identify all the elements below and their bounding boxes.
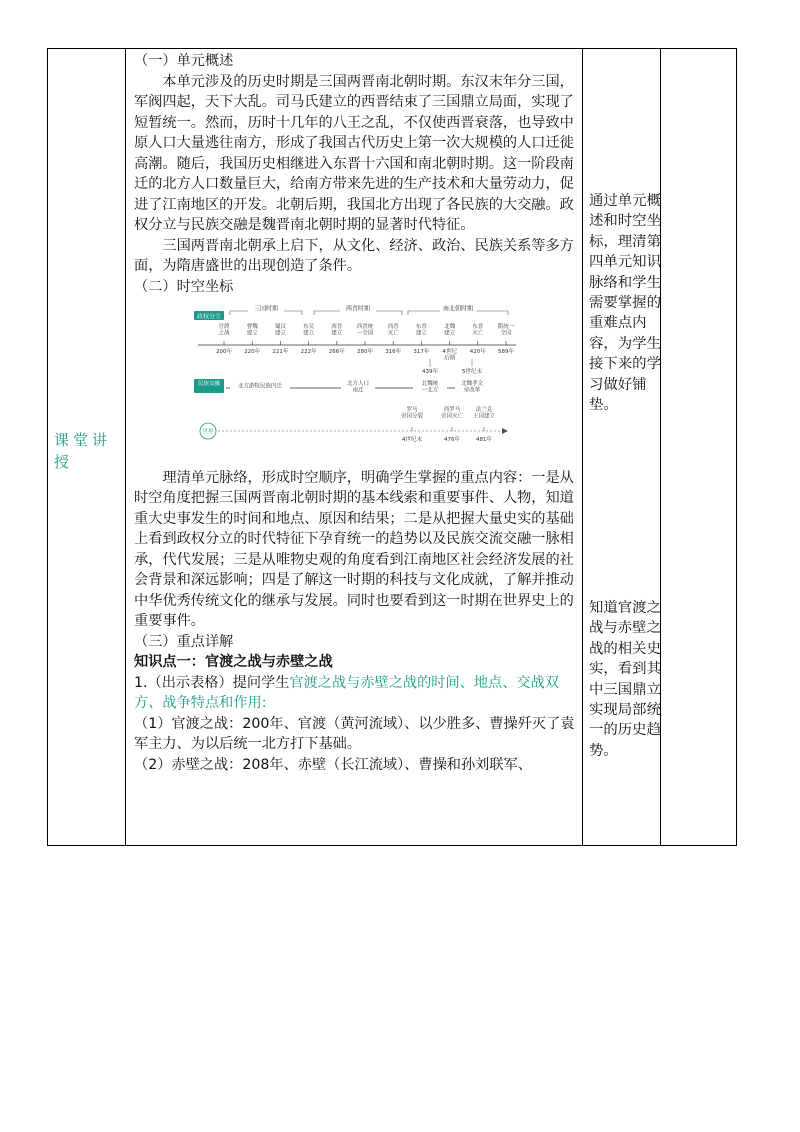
world-event-label: 王国建立 bbox=[472, 413, 496, 420]
event-label: 建立 bbox=[331, 330, 343, 337]
event-label: 建立 bbox=[415, 330, 427, 337]
overview-paragraph: 本单元涉及的历史时期是三国两晋南北朝时期。东汉末年分三国，军阀四起，天下大乱。司马氏建立的西晋结束了三国鼎立局面，实现了短暂统一。然而，历时十几年的八王之乱，不仅使西晋衰落，也导致中原人口大量逃往南方，形成了我国古代历史上第一次大规模的人口迁徙高潮。随后，我国历史相继进入东晋十六国和南北朝时期。这一阶段南迁的北方人口数量巨大，给南方带来先进的生产技术和大量劳动力，促进了江南地区的开发。北朝后期，我国北方出现了各民族的大交融。政权分立与民族交融是魏晋南北朝时期的显著时代特征。 bbox=[134, 73, 574, 233]
overview-paragraph: 三国两晋南北朝承上启下，从文化、经济、政治、民族关系等多方面，为隋唐盛世的出现创造了条件。 bbox=[134, 237, 574, 274]
fusion-label: 北魏统 bbox=[421, 381, 439, 387]
event-label: 蜀汉 bbox=[274, 324, 286, 330]
answer-item: （1）官渡之战：200年、官渡（黄河流域）、以少胜多、曹操歼灭了袁军主力、为以后统一北方打下基础。 bbox=[134, 715, 575, 752]
event-label: 全国 bbox=[500, 330, 512, 337]
event-label: 东吴 bbox=[303, 324, 315, 330]
question-paragraph bbox=[134, 673, 586, 714]
world-event-year: 481年 bbox=[476, 437, 492, 443]
period-label: 南北朝时期 bbox=[442, 305, 474, 313]
event-year: 后期 bbox=[444, 355, 456, 362]
timeline-paragraph: 理清单元脉络，形成时空顺序，明确学生掌握的重点内容：一是从时空角度把握三国两晋南北朝时期的基本线索和重要事件、人物，知道重大史事发生的时间和地点、原因和结果；二是从把握大量史实的基础上看到政权分立的时代特征下孕育统一的趋势以及民族交流交融一脉相承，代代发展；三是从唯物史观的角度看到江南地区社会经济发展的社会背景和深远影响；四是了解这一时期的科技与文化成就，了解并推动中华优秀传统文化的继承与发展。同时也要看到这一时期在世界史上的重要事件。 bbox=[134, 469, 574, 629]
fusion-label: 南迁 bbox=[352, 387, 364, 394]
period-label: 两晋时期 bbox=[345, 305, 371, 313]
event-year: 200年 bbox=[216, 349, 232, 355]
fusion-label: 北方人口 bbox=[346, 381, 370, 387]
period-label: 三国时期 bbox=[253, 305, 279, 313]
question-highlight: 官渡之战与赤壁之战的时间、地点、交战双方、战争特点和作用: bbox=[134, 674, 559, 711]
event-label: 建立 bbox=[303, 330, 315, 337]
world-event-label: 西罗马 bbox=[443, 407, 461, 413]
world-event-label: 法兰克 bbox=[475, 407, 493, 413]
event-year: 316年 bbox=[385, 349, 402, 355]
arrow-head bbox=[502, 428, 508, 434]
design-note: 知道官渡之战与赤壁之战的相关史实，看到其中三国鼎立实现局部统一的历史趋势。 bbox=[589, 600, 661, 759]
question-prefix: 1.（出示表格）提问学生 bbox=[134, 674, 290, 691]
event-year: 589年 bbox=[498, 349, 514, 355]
event-label: 西晋 bbox=[331, 324, 343, 330]
event-label: 北魏 bbox=[444, 324, 456, 330]
event-year: 280年 bbox=[357, 349, 373, 355]
section-label-cell bbox=[48, 49, 125, 845]
event-year: 4世纪 bbox=[442, 349, 457, 355]
fusion-label: 北方游牧民族内迁 bbox=[237, 383, 283, 390]
world-event-year: 4世纪末 bbox=[402, 437, 422, 443]
event-year: 266年 bbox=[328, 349, 345, 355]
event-label: 官渡 bbox=[218, 324, 230, 330]
answer-item: （2）赤壁之战：208年、赤壁（长江流域）、曹操和孙刘联军、 bbox=[134, 756, 532, 773]
fusion-label: 北魏孝文 bbox=[460, 381, 484, 387]
world-event-year: 476年 bbox=[444, 437, 460, 443]
event-year: 439年 bbox=[422, 369, 438, 375]
world-event-label: 罗马 bbox=[406, 407, 418, 413]
knowledge-point-title: 知识点一：官渡之战与赤壁之战 bbox=[134, 654, 333, 670]
event-label: 东晋 bbox=[415, 324, 427, 330]
design-note: 通过单元概述和时空坐标，理清第四单元知识脉络和学生需要掌握的重难点内容，为学生接下来的学习做好铺垫。 bbox=[589, 193, 661, 414]
world-tag-label: 世界 bbox=[202, 429, 214, 435]
event-year: 220年 bbox=[244, 349, 261, 355]
event-label: 灭亡 bbox=[387, 330, 399, 337]
event-year: 5世纪末 bbox=[462, 369, 482, 375]
event-label: 灭亡 bbox=[472, 330, 484, 337]
event-label: 东晋 bbox=[472, 324, 484, 330]
world-event-label: 帝国灭亡 bbox=[440, 413, 464, 420]
row-tag-label: 民族交融 bbox=[197, 381, 221, 387]
event-year: 420年 bbox=[469, 349, 486, 355]
column-divider bbox=[125, 49, 126, 845]
timeline-figure bbox=[190, 301, 520, 457]
event-label: 建立 bbox=[274, 330, 286, 337]
event-label: 西晋 bbox=[387, 324, 399, 330]
event-label: 一全国 bbox=[356, 330, 374, 337]
event-year: 221年 bbox=[272, 349, 289, 355]
timeline-heading: （二）时空坐标 bbox=[134, 278, 234, 295]
world-event-label: 帝国分裂 bbox=[400, 413, 424, 420]
event-label: 之战 bbox=[218, 330, 230, 337]
fusion-label: 帝改革 bbox=[463, 387, 481, 394]
lesson-table bbox=[47, 48, 737, 846]
section-label: 课堂讲授 bbox=[54, 431, 112, 471]
event-year: 317年 bbox=[413, 349, 430, 355]
event-label: 西晋统 bbox=[356, 324, 374, 330]
event-label: 隋统一 bbox=[497, 324, 515, 330]
fusion-label: 一北方 bbox=[421, 387, 439, 394]
event-year: 222年 bbox=[300, 349, 317, 355]
event-label: 建立 bbox=[246, 330, 258, 337]
key-points-heading: （三）重点详解 bbox=[134, 633, 234, 650]
unit-overview-heading: （一）单元概述 bbox=[134, 53, 234, 69]
event-label: 建立 bbox=[444, 330, 456, 337]
event-label: 曹魏 bbox=[246, 324, 258, 330]
teaching-content bbox=[134, 51, 586, 775]
row-tag-label: 政权分立 bbox=[196, 313, 222, 321]
